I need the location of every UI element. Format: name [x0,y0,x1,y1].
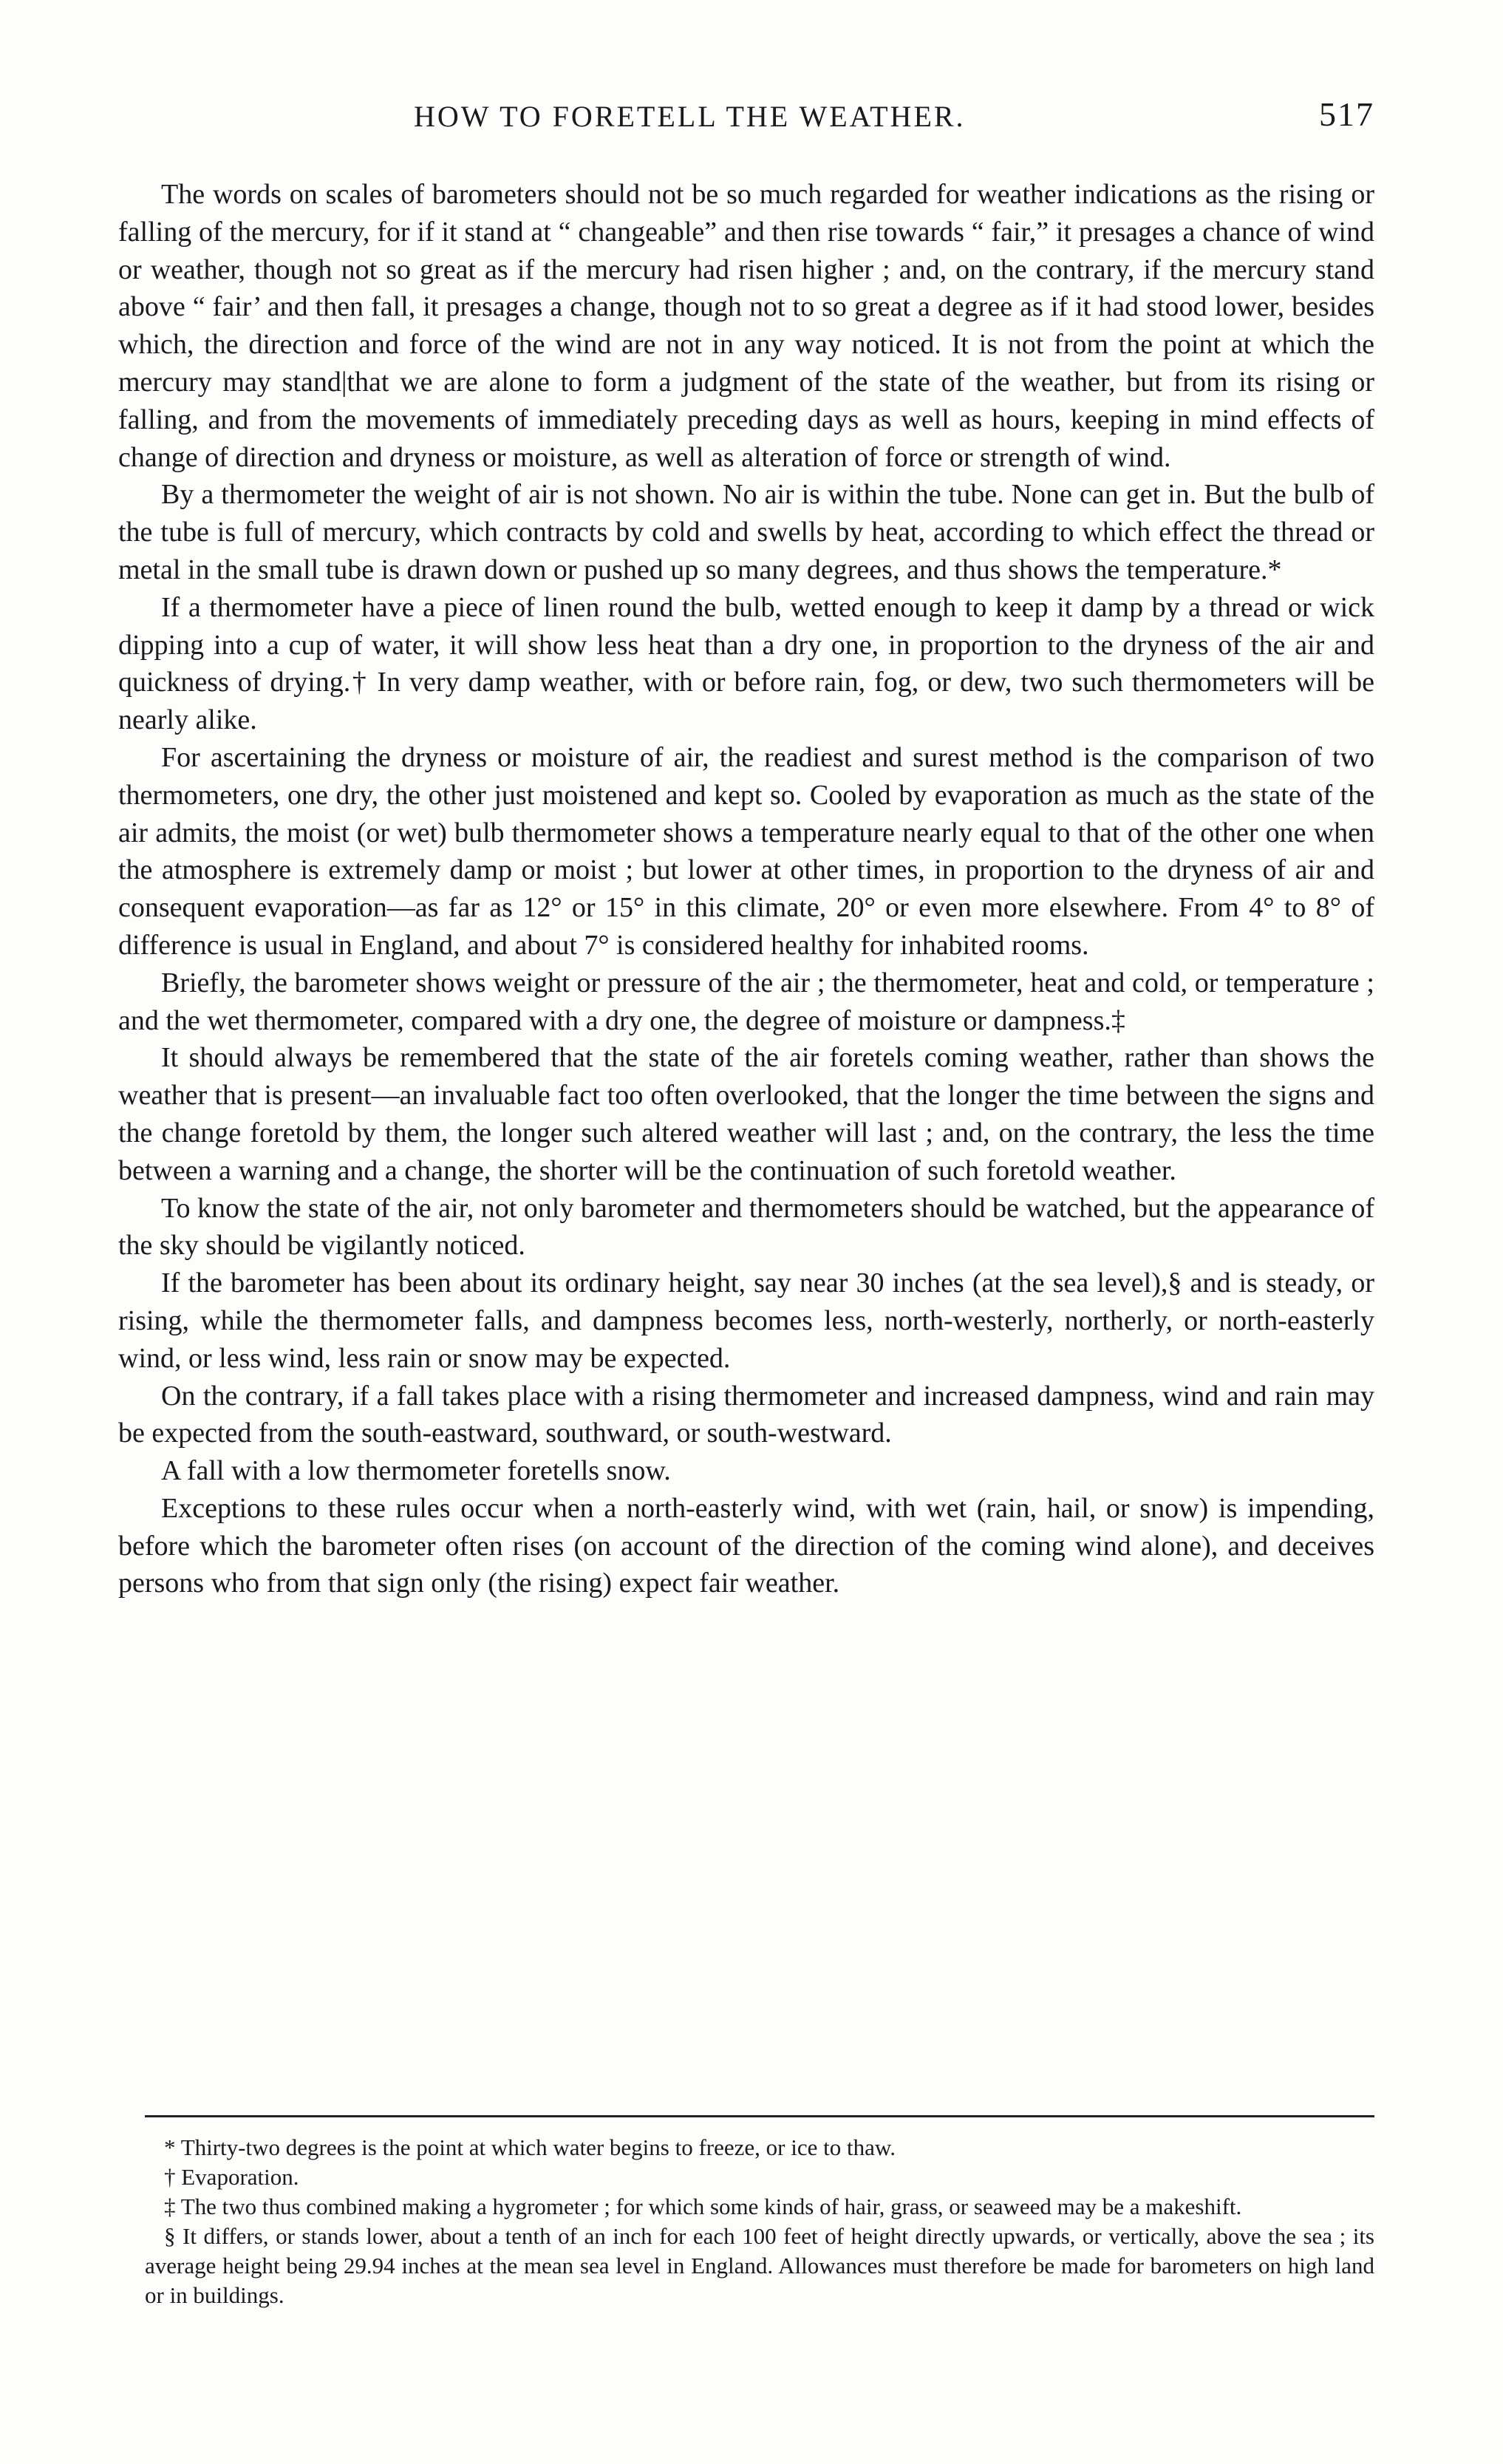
paragraph-steady-rising: If the barometer has been about its ordinary height, say near 30 inches (at the sea level),§ and is steady, or rising, while the thermometer falls, and dampness becomes less, north-westerly, northerly, or north-easterly wind, or less wind, less rain or snow may be expected. [118,1267,1374,1374]
paragraph-wet-bulb: If a thermometer have a piece of linen round the bulb, wetted enough to keep it damp by a thread or wick dipping into a cup of water, it will show less heat than a dry one, in proportion to the dryness of the air and quickness of drying.† In very damp weather, with or before rain, fog, or dew, two such thermometers will be nearly alike. [118,591,1374,736]
footnote-freezing: * Thirty-two degrees is the point at which water begins to freeze, or ice to thaw. [164,2134,896,2160]
page-number: 517 [1319,95,1374,133]
footnote-divider [145,2115,1374,2117]
footnote-height: § It differs, or stands lower, about a tenth of an inch for each 100 feet of height directly upwards, or vertically, above the sea ; its average height being 29.94 inches at the mean sea level in England. Allowances must therefore be made for barometers on high land or in buildings. [145,2223,1374,2308]
paragraph-barometer-scales: The words on scales of barometers should not be so much regarded for weather indications as the rising or falling of the mercury, for if it stand at “ changeable” and then rise towards “ fair,” it presages a chance of wind or weather, though not so great as if the mercury had risen higher ; and, on the contrary, if the mercury stand above “ fair’ and then fall, it presages a change, though not to so great a degree as if it had stood lower, besides which, the direction and force of the wind are not in any way noticed. It is not from the point at which the mercury may stand|that we are alone to form a judgment of the state of the weather, but from its rising or falling, and from the movements of immediately preceding days as well as hours, keeping in mind effects of change of direction and dryness or moisture, as well as alteration of force or strength of wind. [118,179,1374,473]
paragraph-briefly: Briefly, the barometer shows weight or pressure of the air ; the thermometer, heat and cold, or temperature ; and the wet thermometer, compared with a dry one, the degree of moisture or dampness.‡ [118,967,1374,1036]
paragraph-contrary-fall: On the contrary, if a fall takes place with a rising thermometer and increased dampness, wind and rain may be expected from the south-eastward, southward, or south-westward. [118,1380,1374,1449]
paragraph-exceptions: Exceptions to these rules occur when a north-easterly wind, with wet (rain, hail, or snow) is impending, before which the barometer often rises (on account of the direction of the coming wind alone), and deceives persons who from that sign only (the rising) expect fair weather. [118,1492,1374,1599]
body-text [118,176,1374,1602]
page-header [118,95,1374,139]
footnote-evaporation: † Evaporation. [164,2164,299,2190]
running-title: HOW TO FORETELL THE WEATHER. [414,100,966,133]
paragraph-dryness-method: For ascertaining the dryness or moisture of air, the readiest and surest method is the comparison of two thermometers, one dry, the other just moistened and kept so. Cooled by evaporation as much as the state of the air admits, the moist (or wet) bulb thermometer shows a temperature nearly equal to that of the other one when the atmosphere is extremely damp or moist ; but lower at other times, in proportion to the dryness of air and consequent evaporation—as far as 12° or 15° in this climate, 20° or even more elsewhere. From 4° to 8° of difference is usual in England, and about 7° is considered healthy for inhabited rooms. [118,741,1374,961]
paragraph-sky: To know the state of the air, not only barometer and thermometers should be watched, but the appearance of the sky should be vigilantly noticed. [118,1192,1374,1262]
footnotes [145,2133,1374,2310]
footnote-hygrometer: ‡ The two thus combined making a hygrometer ; for which some kinds of hair, grass, or seaweed may be a makeshift. [164,2194,1242,2219]
paragraph-snow: A fall with a low thermometer foretells snow. [161,1455,671,1487]
paragraph-thermometer: By a thermometer the weight of air is not shown. No air is within the tube. None can get in. But the bulb of the tube is full of mercury, which contracts by cold and swells by heat, according to which effect the thread or metal in the small tube is drawn down or pushed up so many degrees, and thus shows the temperature.* [118,479,1374,585]
paragraph-foretels: It should always be remembered that the state of the air foretels coming weather, rather than shows the weather that is present—an invaluable fact too often overlooked, that the longer the time between the signs and the change foretold by them, the longer such altered weather will last ; and, on the contrary, the less the time between a warning and a change, the shorter will be the continuation of such foretold weather. [118,1042,1374,1186]
